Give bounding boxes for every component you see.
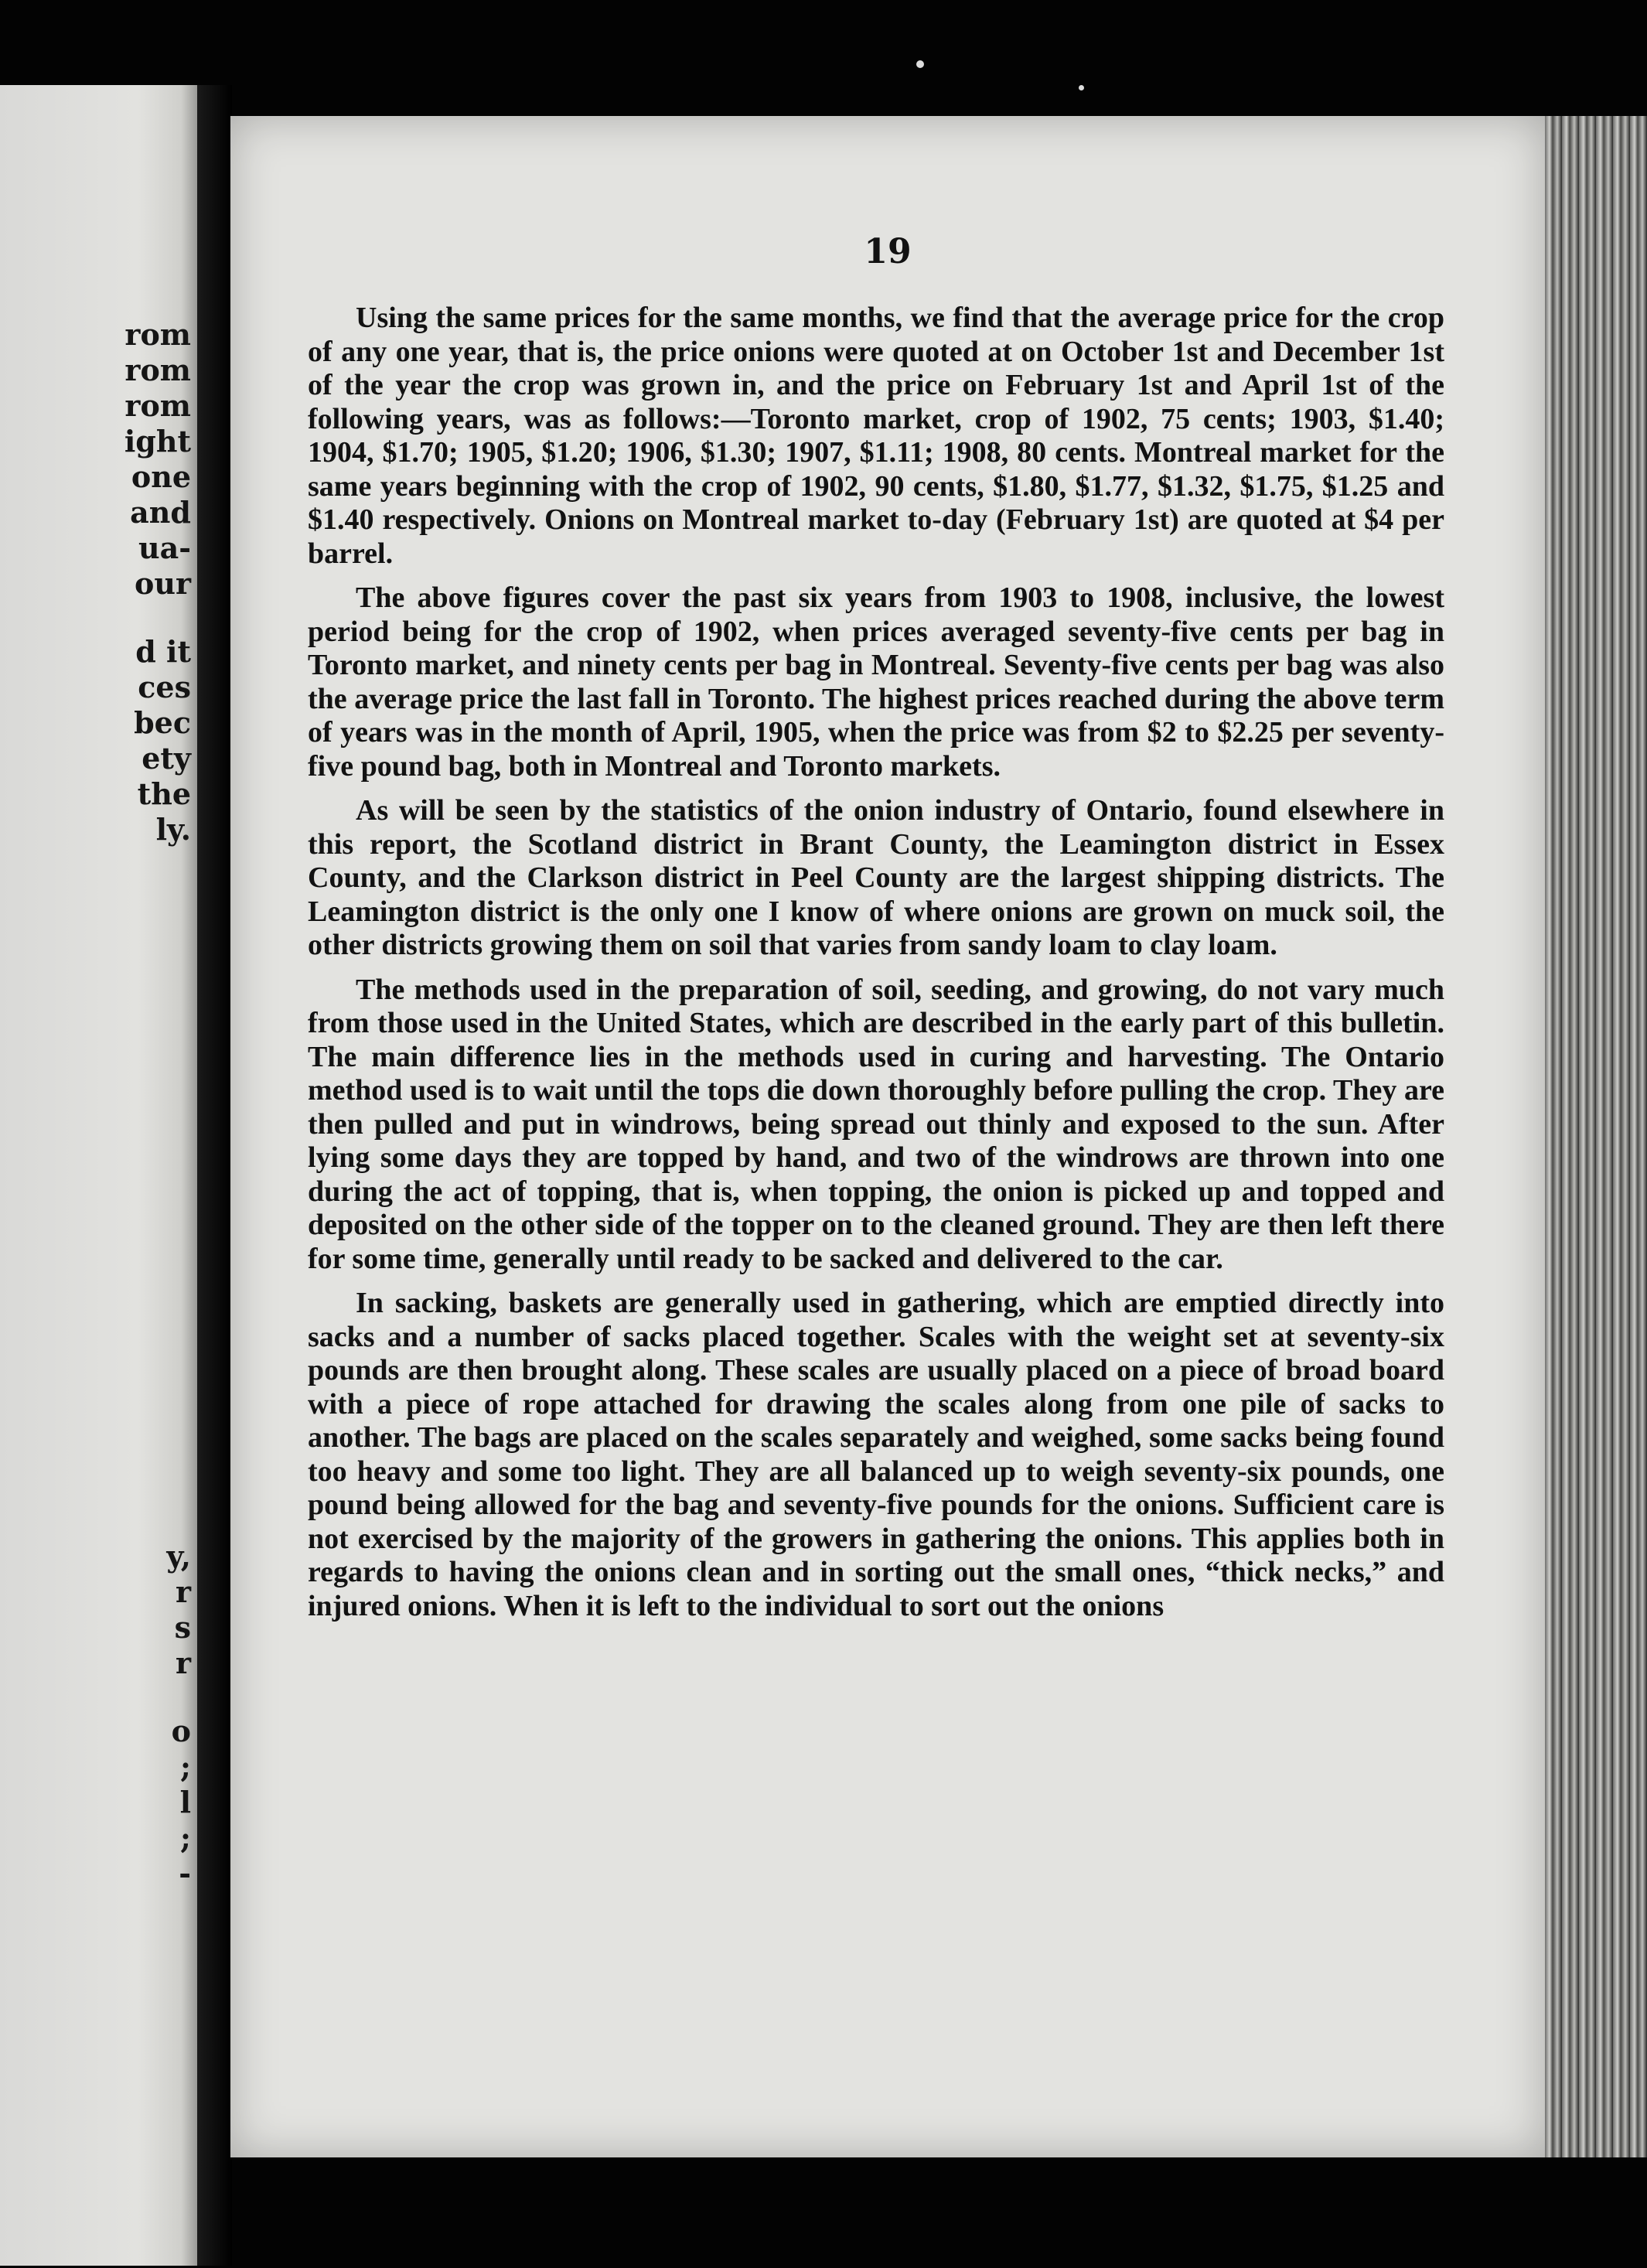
page-body: [308, 302, 1444, 1634]
previous-page-edge: [0, 85, 197, 2266]
fragment: y,: [166, 1539, 191, 1574]
previous-page-text-fragments: [0, 85, 197, 2266]
fragment: -: [179, 1856, 191, 1891]
fragment: ua-: [138, 530, 191, 565]
fragment: rom: [124, 353, 191, 387]
fragment: ight: [124, 424, 191, 459]
page-stack-edges: [1545, 116, 1647, 2157]
fragment: the: [137, 776, 191, 811]
fragment: ;: [179, 1820, 191, 1855]
fragment: r: [175, 1574, 191, 1609]
paragraph: Using the same prices for the same months, we find that the average price for the crop of any one year, that is, the price onions were quoted at on October 1st and December 1st of the year the crop was grown in, and the price on February 1st and April 1st of the following years, was as follows:—Toronto market, crop of 1902, 75 cents; 1903, $1.40; 1904, $1.70; 1905, $1.20; 1906, $1.30; 1907, $1.11; 1908, 80 cents. Montreal market for the same years beginning with the crop of 1902, 90 cents, $1.80, $1.77, $1.32, $1.75, $1.25 and $1.40 respectively. Onions on Montreal market to-day (February 1st) are quoted at $4 per barrel.: [308, 302, 1444, 570]
scan-speck: [1079, 85, 1084, 90]
paragraph: As will be seen by the statistics of the onion industry of Ontario, found elsewhere in this report, the Scotland district in Brant County, the Leamington district in Essex County, and the Clarkson district in Peel County are the largest shipping districts. The Leamington district is the only one I know of where onions are grown on muck soil, the other districts growing them on soil that varies from sandy loam to clay loam.: [308, 794, 1444, 961]
fragment: rom: [124, 317, 191, 352]
fragment: and: [130, 495, 191, 530]
fragment: o: [171, 1714, 191, 1748]
fragment: r: [175, 1646, 191, 1680]
fragment: our: [135, 566, 191, 601]
fragment: bec: [134, 705, 191, 740]
fragment: ces: [138, 670, 191, 704]
fragment: s: [174, 1610, 191, 1645]
fragment: rom: [124, 388, 191, 423]
fragment: ly.: [155, 812, 191, 847]
paragraph: The above figures cover the past six years from 1903 to 1908, inclusive, the lowest period being for the crop of 1902, when prices averaged seventy-five cents per bag in Toronto market, and ninety cents per bag in Montreal. Seventy-five cents per bag was also the average price the last fall in Toronto. The highest prices reached during the above term of years was in the month of April, 1905, when the price was from $2 to $2.25 per seventy-five pound bag, both in Montreal and Toronto markets.: [308, 581, 1444, 783]
page-number: 19: [864, 232, 912, 271]
paragraph: In sacking, baskets are generally used in gathering, which are emptied directly into sacks and a number of sacks placed together. Scales with the weight set at seventy-six pounds are then brought along. These scales are usually placed on a piece of broad board with a piece of rope attached for drawing the scales along from one pile of sacks to another. The bags are placed on the scales separately and weighed, some sacks being found too heavy and some too light. They are all balanced up to weigh seventy-six pounds, one pound being allowed for the bag and seventy-five pounds for the onions. Sufficient care is not exercised by the majority of the growers in gathering the onions. This applies both in regards to having the onions clean and in sorting out the small ones, “thick necks,” and injured onions. When it is left to the individual to sort out the onions: [308, 1287, 1444, 1622]
fragment: d it: [135, 634, 191, 669]
paragraph: The methods used in the preparation of soil, seeding, and growing, do not vary much from those used in the United States, which are described in the early part of this bulletin. The main difference lies in the methods used in curing and harvesting. The Ontario method used is to wait until the tops die down thoroughly before pulling the crop. They are then pulled and put in windrows, being spread out thinly and exposed to the sun. After lying some days they are topped by hand, and two of the windrows are thrown into one during the act of topping, that is, when topping, the onion is picked up and topped and deposited on the other side of the topper on to the cleaned ground. They are then left there for some time, generally until ready to be sacked and delivered to the car.: [308, 973, 1444, 1275]
page: [230, 116, 1545, 2157]
fragment: one: [131, 459, 191, 494]
book-gutter: [197, 85, 232, 2266]
fragment: ety: [142, 741, 191, 776]
fragment: ;: [179, 1749, 191, 1784]
fragment: l: [179, 1785, 191, 1820]
scan-speck: [916, 60, 924, 68]
